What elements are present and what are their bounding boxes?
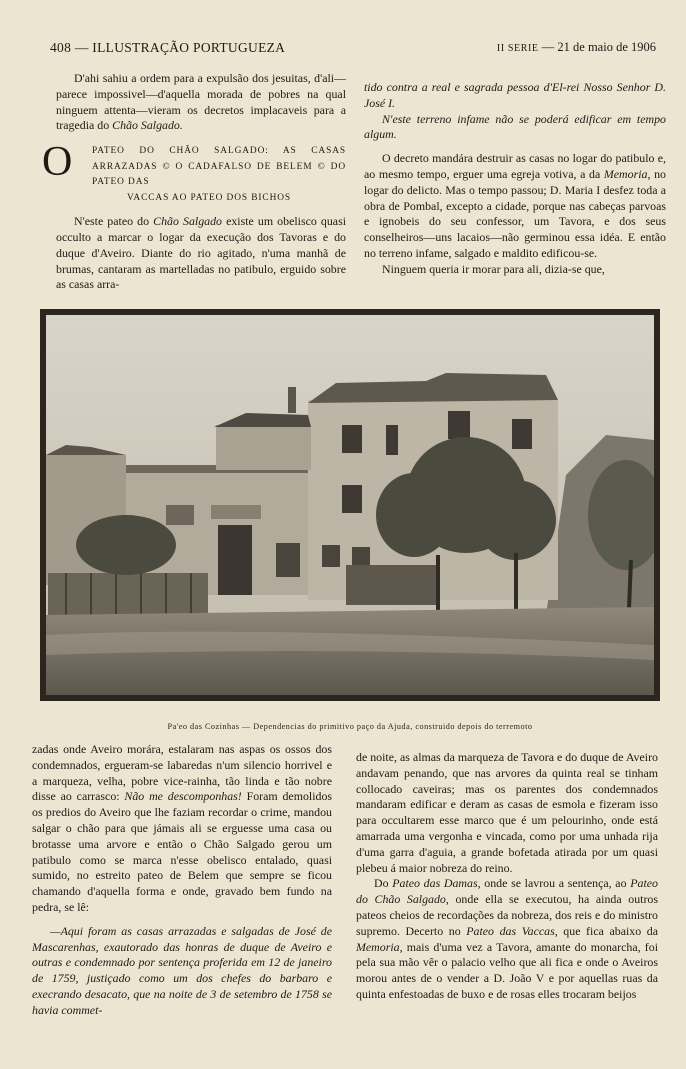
text-run: O decreto mandára destruir as casas no logar do patibulo e, ao mesmo tempo, erguer uma egreja votiva, a da: [364, 151, 666, 181]
photo-frame: [40, 309, 660, 701]
inscription-quote: [32, 924, 332, 1019]
date-text: — 21 de maio de 1906: [538, 40, 656, 54]
paragraph: Ninguem queria ir morar para ali, dizia-se que,: [382, 261, 605, 276]
text-run: mais d'uma vez a Tavora, amante do monarcha, foi pela sua mão vêr o palacio velho que ali fica e onde o Aveiros morou antes de o vender a D. João V e por aquellas ruas da quinta enfestoadas de buxo e de rosas elles trocaram beijos: [356, 939, 658, 1001]
paragraph: [56, 214, 346, 293]
paragraph: [356, 876, 658, 1002]
section-heading-text: [92, 144, 346, 206]
drop-cap: O: [42, 139, 73, 186]
photograph: [46, 315, 654, 695]
paragraph: de noite, as almas da marqueza de Tavora e do duque de Aveiro andavam penando, que nas arvores da quinta real se tinham collocado caveiras; mas os parentes dos condemnados mandaram edificar e deram as casas de esmola e fizeram isso para occultarem esse marco que é um pelourinho, onde está amarrada uma vergonha e vincada, como por uma unhada rija d'uma garra d'aguia, a grande bofetada atirada por um quasi plebeu á maior nobreza do reino.: [356, 750, 658, 875]
paragraph: [364, 80, 666, 112]
page-number-and-title: 408 — ILLUSTRAÇÃO PORTUGUEZA: [50, 40, 286, 55]
right-column-top: [364, 80, 666, 278]
text-run: Do: [374, 876, 389, 891]
paragraph: [32, 742, 332, 916]
italic-run: Chão Salgado: [153, 214, 222, 229]
italic-run: Pateo das Vaccas,: [466, 923, 558, 938]
italic-run: Não me descomponhas!: [124, 789, 242, 804]
right-column-bottom: [356, 750, 658, 1003]
left-column-bottom: [32, 742, 332, 1019]
text-run: onde se lavrou a sentença, ao: [484, 876, 627, 891]
text-run: no logar do delicto. Mas o tempo passou; D. Maria I desfez toda a obra de Pombal, excepto a cidade, porque nas cabeças parvoas e ignobeis do seu confessor, um Tavora, e dos seus conselheiros—uns lacaios—não germinou essa idéa. E então no terreno infame, salgado e maldito edificou-se.: [364, 166, 666, 260]
text-run: zadas onde Aveiro morára, estalaram nas aspas os ossos dos condemnados, ergueram-se labaredas n'um silencio horrivel e a marqueza, velha, pobre vice-rainha, tão linda e tão nobre disse ao carrasco:: [32, 742, 332, 804]
photo-caption: Pa'eo das Cozinhas — Dependencias do primitivo paço da Ajuda, construido depois do terremoto: [167, 722, 533, 731]
paragraph: [364, 151, 666, 262]
series-label: II SERIE: [496, 43, 539, 54]
italic-run: Memoria,: [603, 166, 651, 181]
running-header: [50, 40, 656, 60]
section-heading-line: PATEO DO CHÃO SALGADO: AS CASAS ARRAZADAS © O CADAFALSO DE BELEM © DO PATEO DAS: [92, 146, 346, 188]
paragraph: [56, 71, 346, 134]
text-run: Foram demolidos os predios do Aveiro que lhe faziam recordar o crime, mandou salgar o chão para que jámais ali se erguesse uma casa ou brotasse uma arvore e então o Chão Salgado gerou um patibulo como se marca n'esse obelisco entalado, quasi sumido, no estreito pateo de Belem que sempre se ficou chamando d'aquella forma e onde, gravado bem fundo na pedra, se lê:: [32, 789, 333, 914]
paragraph: [364, 112, 666, 144]
italic-run: Pateo do Chão Salgado,: [356, 876, 658, 907]
italic-run: Pateo das Damas,: [392, 876, 481, 891]
text-run: N'este pateo do: [74, 214, 150, 229]
text-run: D'ahi sahiu a ordem para a expulsão dos jesuitas, d'ali—parece impossivel—d'aquella morada de pobres na qual ninguem attenta—vieram os decretos implacaveis para a tragedia do: [56, 71, 346, 133]
section-heading-last-line: VACCAS AO PATEO DOS BICHOS: [126, 192, 292, 203]
text-run: existe um obelisco quasi occulto a marcar o logar da execução dos Tavoras e do duque d'Aveiro. Diante do rio agitado, n'uma manhã de brumas, cantaram as martelladas no patibulo, erguido sobre as casas arra-: [56, 214, 346, 292]
italic-run: Memoria,: [356, 939, 403, 954]
chimney: [288, 387, 296, 413]
issue-date: [497, 40, 656, 55]
doorway: [218, 525, 252, 595]
italic-run: N'este terreno infame não se poderá edificar em tempo algum.: [364, 111, 666, 142]
italic-run: —Aqui foram as casas arrazadas e salgadas de José de Mascarenhas, exautorado das honras de duque de Aveiro e outras e condemnado por sentença proferida em 12 de janeiro de 1759, justiçado como um dos chefes do barbaro e execrando desacato, que na noite de 3 de setembro de 1758 se havia commet-: [32, 923, 332, 1017]
left-column-top: [42, 71, 346, 293]
fence-right: [346, 565, 436, 605]
italic-run: Chão Salgado.: [112, 118, 183, 133]
section-heading: [42, 139, 346, 206]
text-run: que fica abaixo da: [563, 923, 658, 938]
italic-run: tido contra a real e sagrada pessoa d'El-rei Nosso Senhor D. José I.: [364, 80, 666, 110]
text-run: onde ella se executou, ha ainda outros pateos cheios de recordações da nobreza, dos reis e do ministro supremo. Decerto no: [356, 892, 658, 938]
